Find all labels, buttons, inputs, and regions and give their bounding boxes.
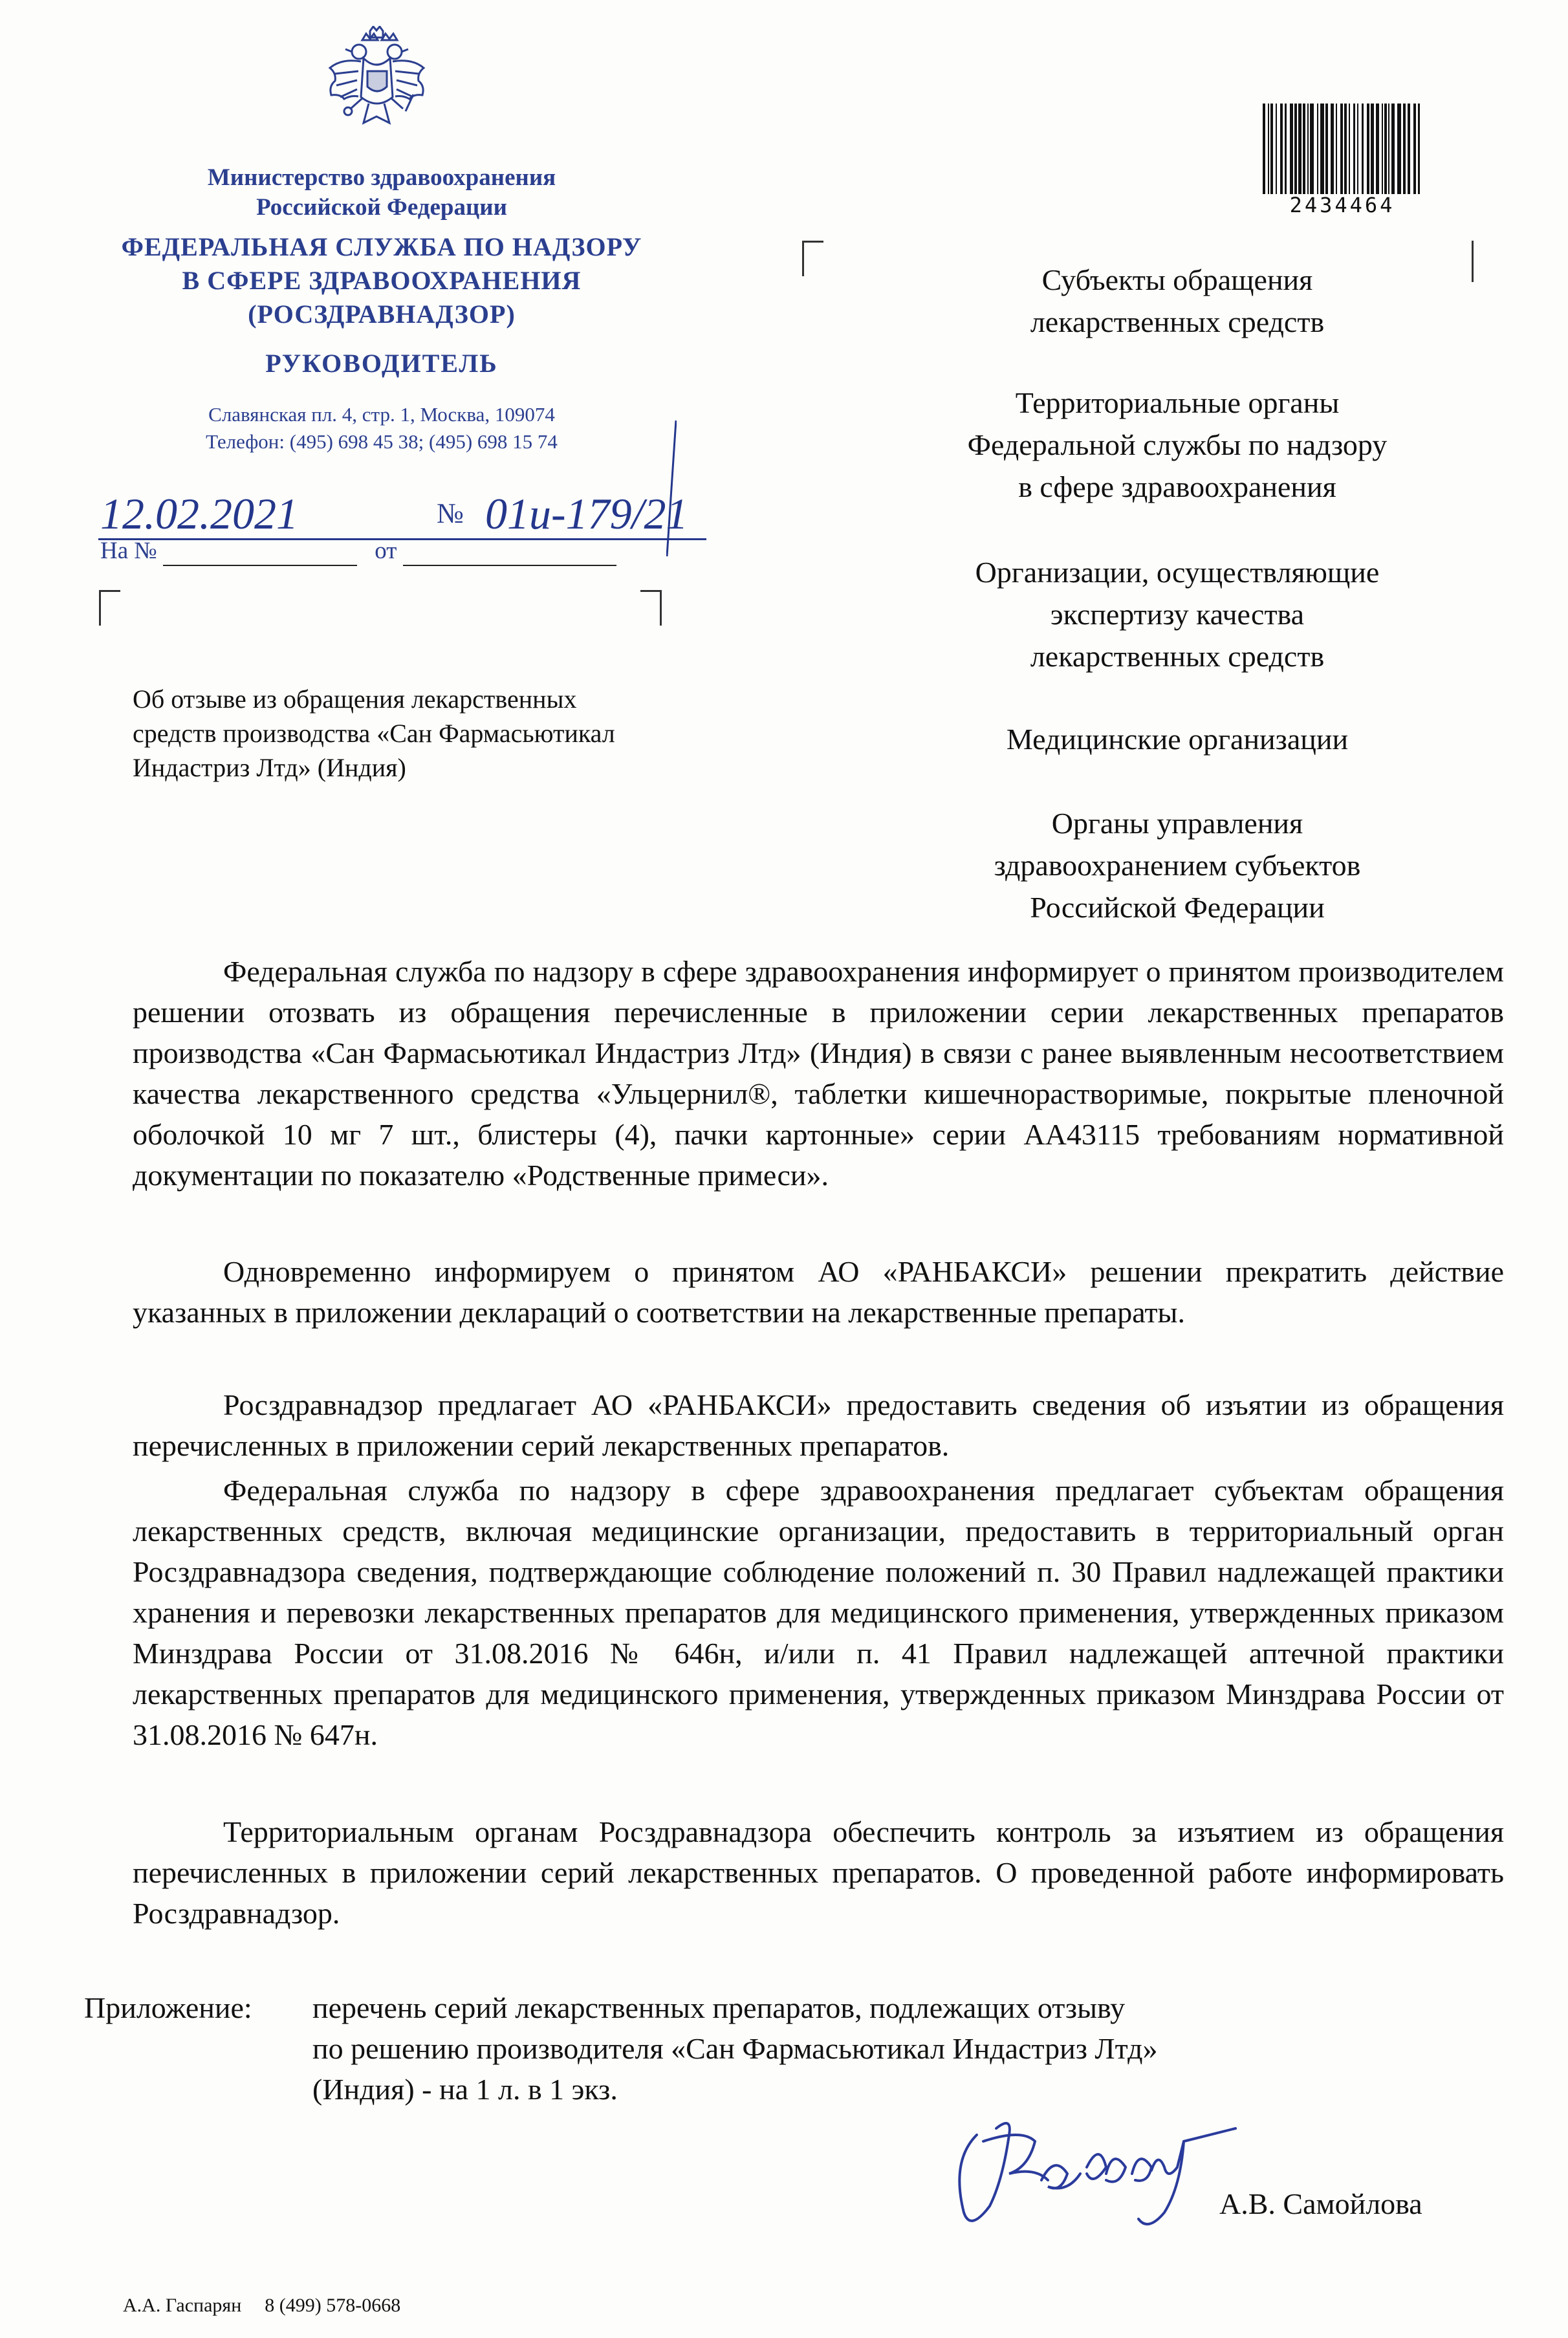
ref-number-blank: [163, 537, 357, 566]
attachment-line: перечень серий лекарственных препаратов, подлежащих отзыву: [312, 1991, 1126, 2024]
service-name: [78, 230, 686, 331]
subject-line: средств производства «Сан Фармасьютикал: [133, 719, 615, 748]
service-line: (РОСЗДРАВНАДЗОР): [248, 300, 516, 329]
phone-line: Телефон: (495) 698 45 38; (495) 698 15 74: [206, 430, 558, 453]
barcode-bar: [1413, 104, 1416, 194]
barcode-bar: [1376, 104, 1379, 194]
bracket-corner: [802, 241, 823, 276]
bracket-corner: [640, 590, 662, 626]
recipient-line: Федеральной службы по надзору: [967, 428, 1388, 461]
bracket-corner: [99, 590, 120, 626]
letter-subject: [133, 682, 773, 785]
address-line: Славянская пл. 4, стр. 1, Москва, 109074: [208, 403, 555, 426]
barcode-bar: [1331, 104, 1334, 194]
barcode-bar: [1408, 104, 1410, 194]
barcode-bar: [1403, 104, 1406, 194]
barcode-bar: [1307, 104, 1309, 194]
barcode-bar: [1294, 104, 1297, 194]
subject-line: Индастриз Лтд» (Индия): [133, 753, 406, 782]
barcode-bar: [1310, 104, 1314, 194]
barcode-bar: [1325, 104, 1328, 194]
body-paragraph-3: Росздравнадзор предлагает АО «РАНБАКСИ» предоставить сведения об изъятии из обращения перечисленных в приложении серий лекарственных препаратов.: [133, 1388, 1504, 1462]
barcode-bar: [1268, 104, 1269, 194]
contact-block: [116, 401, 647, 455]
ref-from-label: от: [375, 538, 397, 564]
barcode-bar: [1349, 104, 1350, 194]
reference-line: [100, 537, 616, 566]
recipient-block: [880, 259, 1475, 343]
recipient-line: Субъекты обращения: [1041, 263, 1313, 296]
barcode-bar: [1397, 104, 1401, 194]
barcode-bar: [1336, 104, 1337, 194]
body-paragraph-4: Федеральная служба по надзору в сфере здравоохранения предлагает субъектам обращения лекарственных средств, включая медицинские организации, предоставить в территориальный орган Росздравнадзора сведения, подтверждающие соблюдение положений п. 30 Правил надлежащей практики хранения и перевозки лекарственных препаратов для медицинского применения, утвержденных приказом Минздрава России от 31.08.2016 № 646н, и/или п. 41 Правил надлежащей аптечной практики лекарственных препаратов для медицинского применения, утвержденных приказом Минздрава России от 31.08.2016 № 647н.: [133, 1474, 1504, 1751]
barcode-bar: [1298, 104, 1301, 194]
executor-phone: 8 (499) 578-0668: [265, 2295, 401, 2316]
recipient-line: Медицинские организации: [1006, 723, 1349, 756]
executor-name: А.А. Гаспарян: [123, 2295, 242, 2316]
head-title: РУКОВОДИТЕЛЬ: [265, 349, 498, 378]
executor-line: [123, 2295, 400, 2317]
barcode-bar: [1353, 104, 1355, 194]
barcode-bar: [1285, 104, 1287, 194]
recipient-line: Территориальные органы: [1015, 386, 1340, 419]
barcode-bar: [1303, 104, 1305, 194]
attachment-line: по решению производителя «Сан Фармасьютикал Индастриз Лтд»: [312, 2032, 1158, 2065]
barcode-bar: [1290, 104, 1293, 194]
handwritten-signature-icon: [938, 2096, 1274, 2258]
barcode-bar: [1371, 104, 1374, 194]
barcode-bar: [1382, 104, 1383, 194]
recipient-line: здравоохранением субъектов: [994, 849, 1361, 882]
recipient-line: Российской Федерации: [1030, 891, 1325, 924]
body-paragraph-5: Территориальным органам Росздравнадзора обеспечить контроль за изъятием из обращения перечисленных в приложении серий лекарственных препаратов. О проведенной работе информировать Росздравнадзор.: [133, 1815, 1504, 1930]
barcode-icon: [1261, 104, 1423, 194]
subject-line: Об отзыве из обращения лекарственных: [133, 684, 577, 714]
ministry-line: Министерство здравоохранения: [207, 164, 556, 191]
attachment-line: (Индия) - на 1 л. в 1 экз.: [312, 2073, 618, 2106]
barcode-bar: [1317, 104, 1318, 194]
body-paragraph-2: Одновременно информируем о принятом АО «РАНБАКСИ» решении прекратить действие указанных в приложении деклараций о соответствии на лекарственные препараты.: [133, 1255, 1504, 1329]
barcode-bar: [1388, 104, 1389, 194]
recipient-line: в сфере здравоохранения: [1018, 470, 1336, 503]
signatory-name: А.В. Самойлова: [1219, 2187, 1422, 2220]
ministry-line: Российской Федерации: [256, 194, 507, 221]
recipient-line: лекарственных средств: [1030, 640, 1325, 673]
barcode-bar: [1276, 104, 1277, 194]
barcode-bar: [1280, 104, 1283, 194]
barcode-bar: [1367, 104, 1369, 194]
registration-number: 01и-179/21: [485, 489, 688, 538]
barcode-bar: [1270, 104, 1273, 194]
recipient-block: [880, 718, 1475, 760]
registration-date: 12.02.2021: [100, 489, 298, 538]
ref-label: На №: [100, 538, 157, 564]
ministry-name: [116, 163, 647, 223]
barcode-bar: [1384, 104, 1387, 194]
number-sign: №: [437, 497, 464, 529]
attachment-text: [312, 1987, 1412, 2110]
barcode-number: 2434464: [1289, 193, 1395, 217]
body-paragraph-1: Федеральная служба по надзору в сфере здравоохранения информирует о принятом производителем решении отозвать из обращения перечисленные в приложении серии лекарственных препаратов производства «Сан Фармасьютикал Индастриз Лтд» (Индия) в связи с ранее выявленным несоответствием качества лекарственного средства «Ульцернил®, таблетки кишечнорастворимые, покрытые пленочной оболочкой 10 мг 7 шт., блистеры (4), пачки картонные» серии АА43115 требованиям нормативной документации по показателю «Родственные примеси».: [133, 955, 1504, 1192]
barcode-bar: [1391, 104, 1395, 194]
service-line: ФЕДЕРАЛЬНАЯ СЛУЖБА ПО НАДЗОРУ: [121, 232, 642, 261]
barcode-bar: [1320, 104, 1324, 194]
slash-divider: [666, 421, 677, 556]
service-line: В СФЕРЕ ЗДРАВООХРАНЕНИЯ: [182, 266, 582, 295]
recipient-block: [880, 802, 1475, 928]
barcode-bar: [1418, 104, 1420, 194]
recipient-block: [880, 382, 1475, 508]
recipient-line: Органы управления: [1051, 807, 1303, 840]
barcode-bar: [1362, 104, 1364, 194]
recipient-block: [880, 551, 1475, 677]
barcode-bar: [1263, 104, 1265, 194]
barcode-bar: [1344, 104, 1347, 194]
state-emblem-icon: [323, 26, 430, 149]
recipient-line: экспертизу качества: [1050, 598, 1305, 631]
barcode-bar: [1340, 104, 1343, 194]
attachment-label: Приложение:: [84, 1991, 252, 2024]
recipient-line: лекарственных средств: [1030, 305, 1325, 338]
ref-date-blank: [403, 537, 616, 566]
barcode-bar: [1357, 104, 1358, 194]
recipient-line: Организации, осуществляющие: [975, 556, 1380, 589]
